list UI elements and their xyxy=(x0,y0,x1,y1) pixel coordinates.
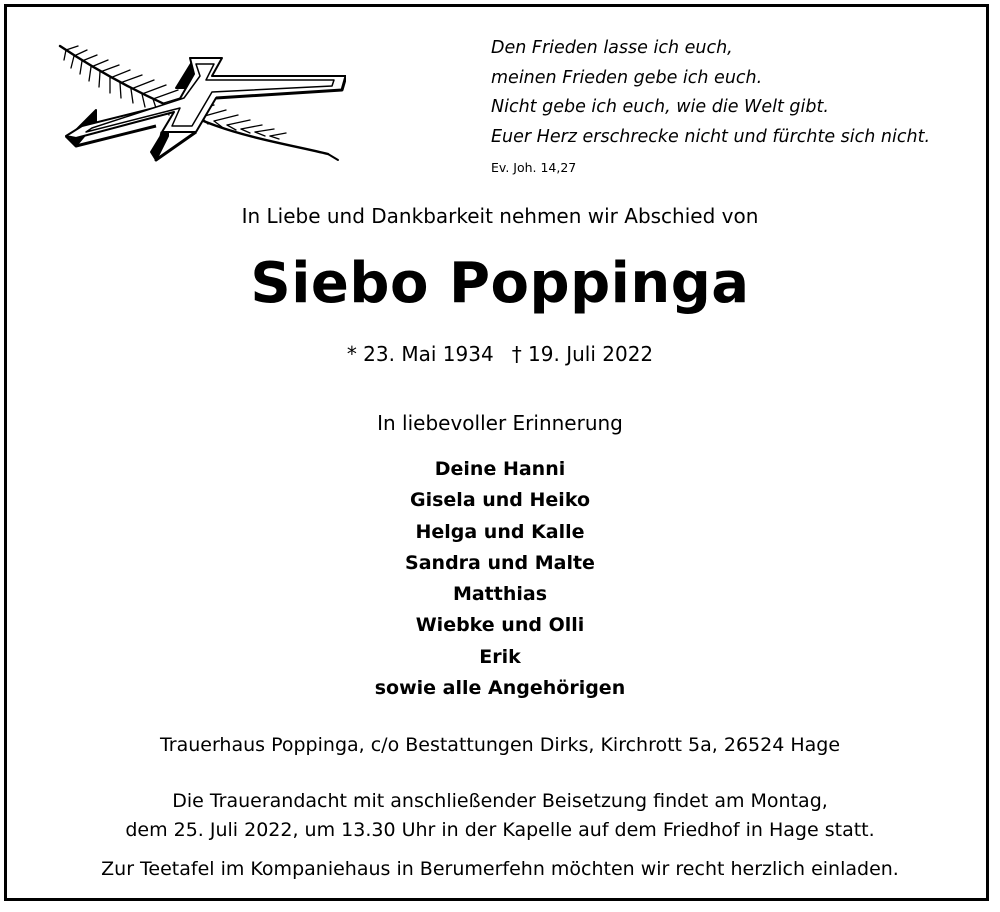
life-dates xyxy=(0,340,1000,368)
verse-line: Euer Herz erschrecke nicht und fürchte sich nicht. xyxy=(491,126,931,147)
verse-line: Den Frieden lasse ich euch, xyxy=(491,38,733,58)
tea-invitation: Zur Teetafel im Kompaniehaus in Berumerfehn möchten wir recht herzlich einladen. xyxy=(101,858,899,880)
mourning-house-address: Trauerhaus Poppinga, c/o Bestattungen Dirks, Kirchrott 5a, 26524 Hage xyxy=(159,734,841,756)
mourner-entry: Matthias xyxy=(452,583,548,606)
farewell-intro: In Liebe und Dankbarkeit nehmen wir Abschied von xyxy=(241,204,759,228)
mourner-entry: Deine Hanni xyxy=(434,458,566,480)
service-line: Die Trauerandacht mit anschließender Beisetzung findet am Montag, xyxy=(172,790,828,812)
cross-with-palm-frond-icon xyxy=(56,40,346,165)
verse-reference: Ev. Joh. 14,27 xyxy=(491,160,577,175)
mourner-entry: Wiebke und Olli xyxy=(415,614,585,637)
mourner-entry: Sandra und Malte xyxy=(405,551,595,574)
mourner-entry: Helga und Kalle xyxy=(415,520,585,543)
service-details xyxy=(0,787,1000,845)
bible-verse xyxy=(491,34,981,152)
mourner-entry: Erik xyxy=(479,645,521,668)
verse-line: Nicht gebe ich euch, wie die Welt gibt. xyxy=(491,97,829,117)
mourner-entry: sowie alle Angehörigen xyxy=(374,677,626,700)
remembrance-line: In liebevoller Erinnerung xyxy=(377,411,623,435)
deceased-name: Siebo Poppinga xyxy=(250,251,750,316)
verse-line: meinen Frieden gebe ich euch. xyxy=(491,67,763,88)
mourners-list xyxy=(0,454,1000,704)
mourner-entry: Gisela und Heiko xyxy=(410,489,590,512)
service-line: dem 25. Juli 2022, um 13.30 Uhr in der Kapelle auf dem Friedhof in Hage statt. xyxy=(125,819,875,841)
death-date: † 19. Juli 2022 xyxy=(511,342,654,366)
birth-date: * 23. Mai 1934 xyxy=(346,342,494,366)
cross-shape xyxy=(66,58,346,160)
